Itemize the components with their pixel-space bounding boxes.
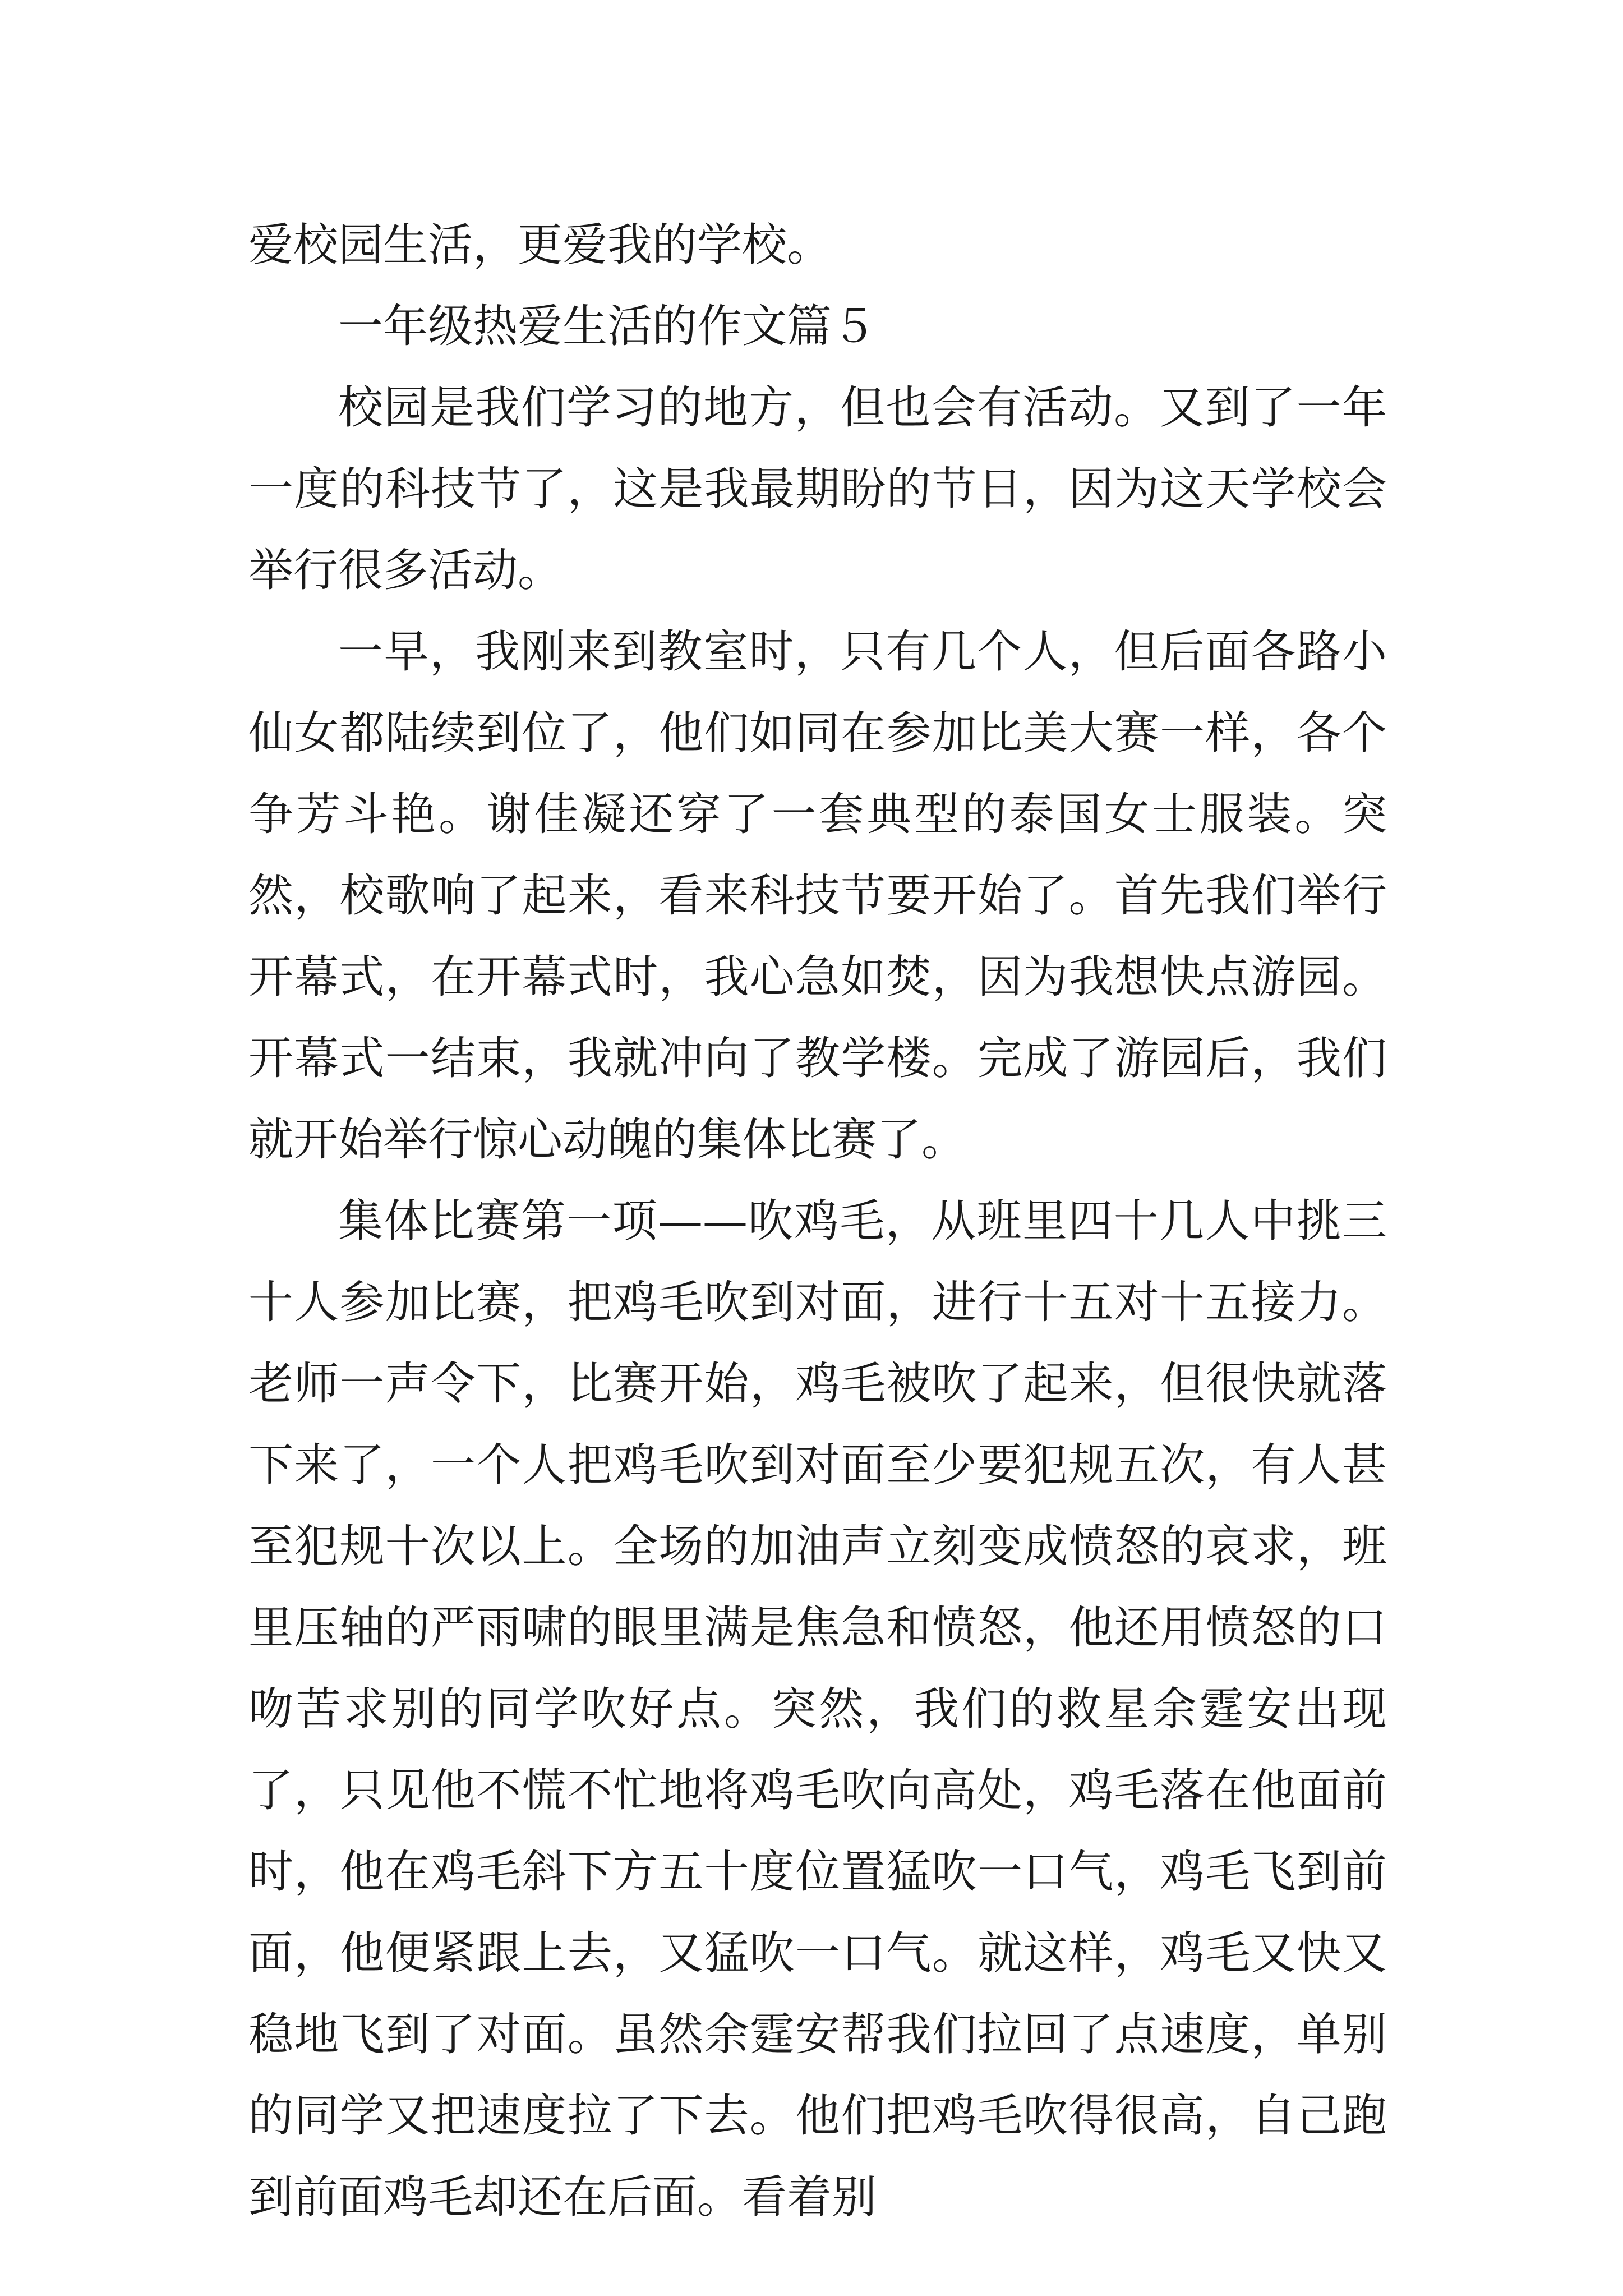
paragraph-competition: 集体比赛第一项——吹鸡毛，从班里四十几人中挑三十人参加比赛，把鸡毛吹到对面，进行十五对十五接力。老师一声令下，比赛开始，鸡毛被吹了起来，但很快就落下来了，一个人把鸡毛吹到对面至少要犯规五次，有人甚至犯规十次以上。全场的加油声立刻变成愤怒的哀求，班里压轴的严雨啸的眼里满是焦急和愤怒，他还用愤怒的口吻苦求别的同学吹好点。突然，我们的救星余霆安出现了，只见他不慌不忙地将鸡毛吹向高处，鸡毛落在他面前时，他在鸡毛斜下方五十度位置猛吹一口气，鸡毛飞到前面，他便紧跟上去，又猛吹一口气。就这样，鸡毛又快又稳地飞到了对面。虽然余霆安帮我们拉回了点速度，单别的同学又把速度拉了下去。他们把鸡毛吹得很高，自己跑到前面鸡毛却还在后面。看着别 (248, 1195, 1387, 2223)
section-heading: 一年级热爱生活的作文篇５ (338, 300, 877, 352)
paragraph-intro: 校园是我们学习的地方，但也会有活动。又到了一年一度的科技节了，这是我最期盼的节日，因为这天学校会举行很多活动。 (248, 381, 1387, 596)
body-text (248, 204, 1387, 2238)
paragraph-morning: 一早，我刚来到教室时，只有几个人，但后面各路小仙女都陆续到位了，他们如同在参加比美大赛一样，各个争芳斗艳。谢佳凝还穿了一套典型的泰国女士服装。突然，校歌响了起来，看来科技节要开始了。首先我们举行开幕式，在开幕式时，我心急如焚，因为我想快点游园。开幕式一结束，我就冲向了教学楼。完成了游园后，我们就开始举行惊心动魄的集体比赛了。 (248, 625, 1387, 1166)
paragraph-continuation: 爱校园生活，更爱我的学校。 (248, 219, 832, 271)
